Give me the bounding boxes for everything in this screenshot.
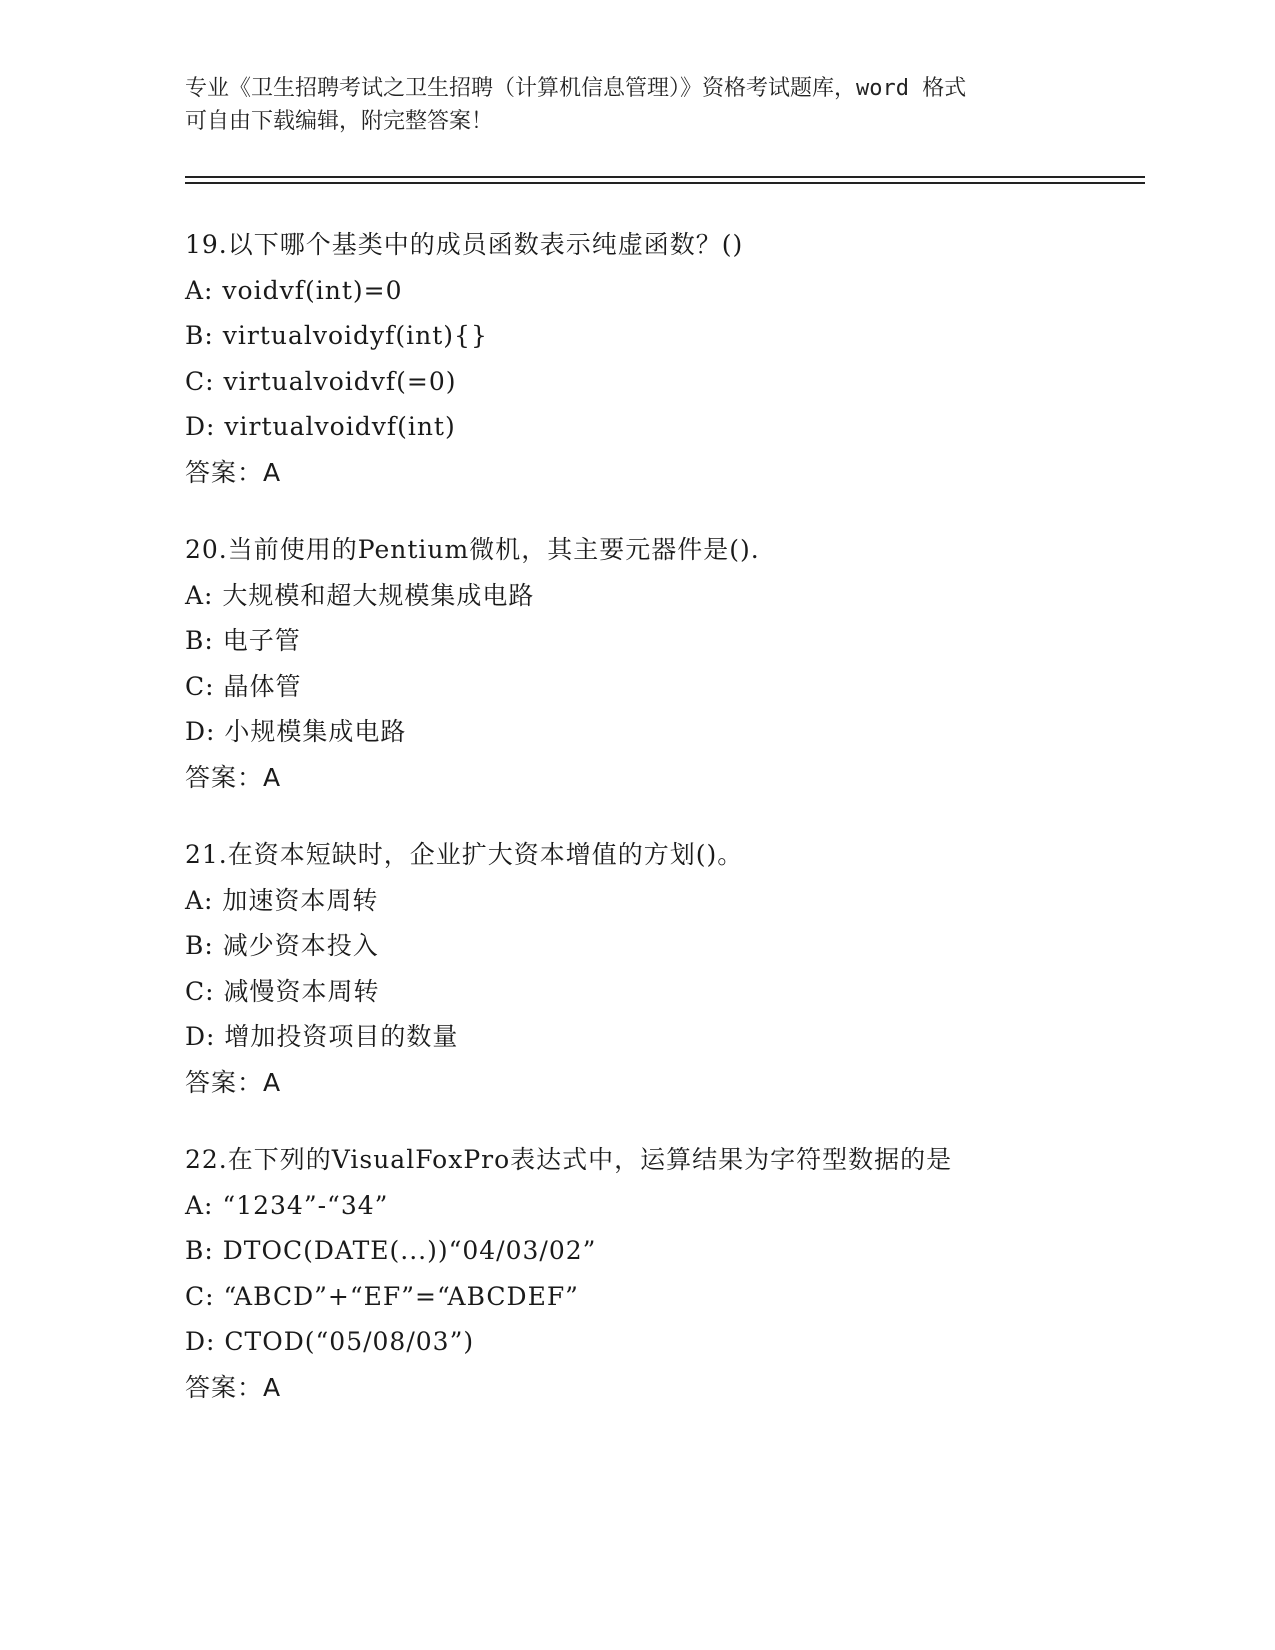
answer-line <box>185 1060 1145 1106</box>
answer-line <box>185 1365 1145 1411</box>
question-block <box>185 527 1145 800</box>
document-header <box>185 72 1085 138</box>
question-title: 21.在资本短缺时，企业扩大资本增值的方划()。 <box>185 840 744 869</box>
option-d: D: 小规模集成电路 <box>185 717 407 746</box>
option-c: C: 减慢资本周转 <box>185 976 380 1006</box>
header-line-1: 专业《卫生招聘考试之卫生招聘（计算机信息管理）》资格考试题库，word 格式 <box>185 76 967 101</box>
answer-value: A <box>263 1067 281 1097</box>
option-a: A: 加速资本周转 <box>185 885 379 915</box>
option-c: C: 晶体管 <box>185 671 302 701</box>
question-title: 22.在下列的VisualFoxPro表达式中，运算结果为字符型数据的是 <box>185 1145 953 1174</box>
option-b: B: virtualvoidyf(int){} <box>185 321 488 350</box>
question-title: 19.以下哪个基类中的成员函数表示纯虚函数？() <box>185 230 744 259</box>
option-b: B: DTOC(DATE(...))“04/03/02” <box>185 1236 597 1265</box>
option-c: C: “ABCD”+“EF”=“ABCDEF” <box>185 1281 579 1311</box>
answer-label: 答案： <box>185 762 264 792</box>
option-a: A: 大规模和超大规模集成电路 <box>185 580 535 610</box>
question-block <box>185 832 1145 1105</box>
answer-label: 答案： <box>185 1067 264 1097</box>
option-d: D: 增加投资项目的数量 <box>185 1022 459 1051</box>
answer-line <box>185 450 1145 496</box>
option-d: D: virtualvoidvf(int) <box>185 412 456 441</box>
answer-value: A <box>263 1372 281 1402</box>
option-c: C: virtualvoidvf(=0) <box>185 366 457 396</box>
question-title: 20.当前使用的Pentium微机，其主要元器件是(). <box>185 535 760 564</box>
answer-line <box>185 755 1145 801</box>
answer-label: 答案： <box>185 457 264 487</box>
option-a: A: voidvf(int)=0 <box>185 275 403 305</box>
option-b: B: 电子管 <box>185 626 301 655</box>
option-b: B: 减少资本投入 <box>185 931 379 960</box>
header-line-2: 可自由下载编辑，附完整答案！ <box>185 109 494 134</box>
answer-value: A <box>263 457 281 487</box>
header-divider-bottom <box>185 182 1145 184</box>
header-divider-top <box>185 176 1145 178</box>
answer-label: 答案： <box>185 1372 264 1402</box>
option-a: A: “1234”-“34” <box>185 1190 389 1220</box>
question-block <box>185 1137 1145 1410</box>
answer-value: A <box>263 762 281 792</box>
question-block <box>185 222 1145 495</box>
option-d: D: CTOD(“05/08/03”) <box>185 1327 475 1356</box>
